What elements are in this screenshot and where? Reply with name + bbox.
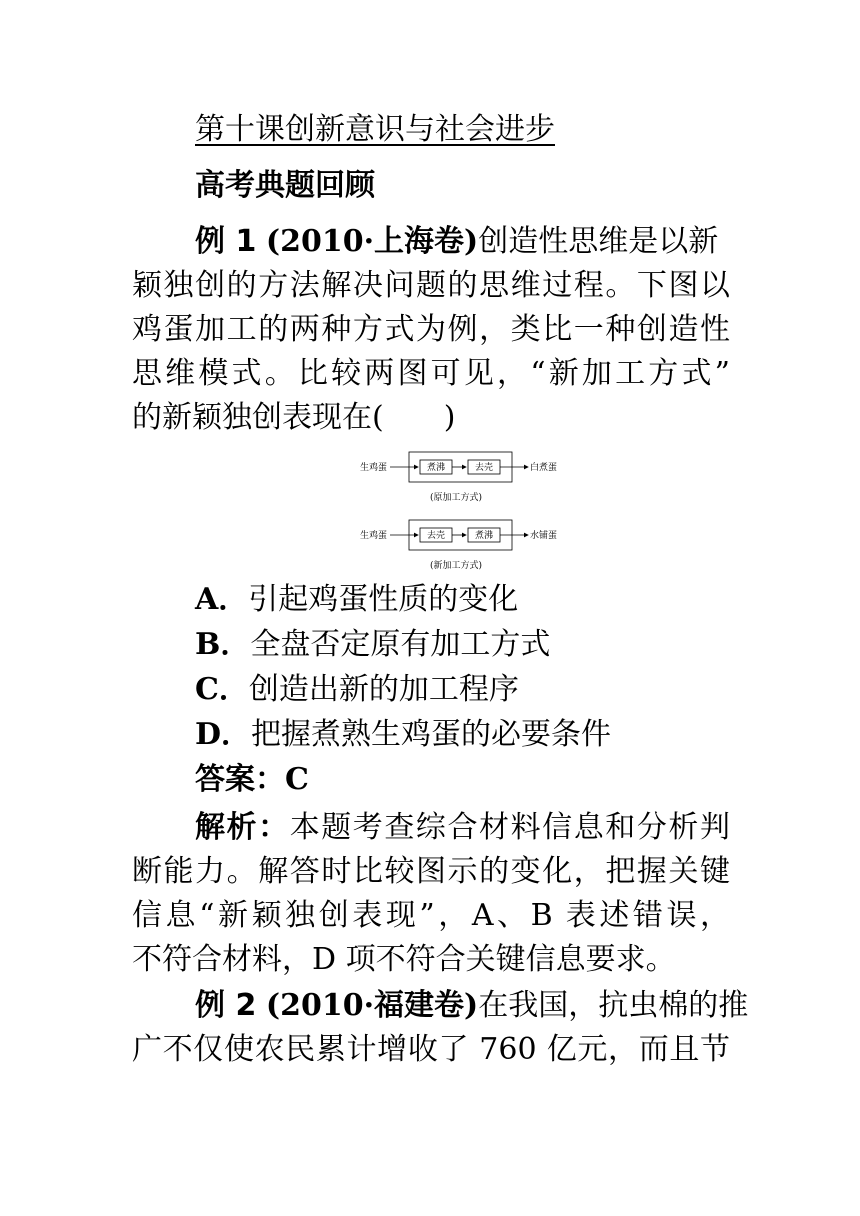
q1-line-1: 颖独创的方法解决问题的思维过程。下图以 (132, 268, 730, 303)
new-output: 水铺蛋 (530, 531, 558, 541)
old-caption: (原加工方式) (430, 493, 483, 503)
new-process-flow (360, 520, 557, 571)
section-heading: 高考典题回顾 (195, 168, 375, 203)
q1-line-0: 创造性思维是以新 (478, 224, 719, 259)
analysis-first-line: 解析：本题考查综合材料信息和分析判 (195, 810, 730, 845)
analysis-label: 解析： (195, 810, 290, 845)
option-a: A．引起鸡蛋性质的变化 (195, 582, 519, 617)
q1-line-2: 鸡蛋加工的两种方式为例，类比一种创造性 (132, 312, 730, 347)
q2-source: (2010·福建卷) (265, 988, 479, 1023)
new-input: 生鸡蛋 (360, 531, 388, 541)
answer-value: C (285, 762, 309, 797)
answer-line (195, 760, 309, 800)
q2-first-line: 例 2 (2010·福建卷)在我国，抗虫棉的推 (195, 988, 749, 1023)
q1-label: 例 1 (195, 224, 257, 259)
q1-line-4: 的新颖独创表现在( ) (132, 400, 456, 435)
new-caption: (新加工方式) (430, 561, 483, 571)
old-step1: 煮沸 (427, 463, 446, 473)
option-d: D．把握煮熟生鸡蛋的必要条件 (195, 717, 612, 752)
old-input: 生鸡蛋 (360, 463, 388, 473)
analysis-line-1: 断能力。解答时比较图示的变化，把握关键 (132, 854, 730, 889)
old-step2: 去壳 (475, 463, 494, 473)
q1-line-3: 思维模式。比较两图可见，“新加工方式” (132, 356, 730, 391)
new-step1: 去壳 (427, 531, 446, 541)
old-output: 白煮蛋 (530, 463, 558, 473)
option-b: B．全盘否定原有加工方式 (195, 627, 551, 662)
new-step2: 煮沸 (475, 531, 494, 541)
q2-line-1: 广不仅使农民累计增收了 760 亿元，而且节 (132, 1032, 730, 1067)
analysis-line-3: 不符合材料，D 项不符合关键信息要求。 (132, 942, 676, 977)
q2-label: 例 2 (195, 988, 257, 1023)
option-c: C．创造出新的加工程序 (195, 672, 519, 707)
analysis-line-2: 信息“新颖独创表现”，A、B 表述错误， (132, 898, 730, 933)
old-process-flow (360, 452, 557, 503)
q1-source: (2010·上海卷) (265, 224, 479, 259)
answer-label: 答案： (195, 762, 285, 797)
egg-process-diagram (360, 446, 570, 574)
q1-first-line (195, 222, 718, 262)
lesson-title: 第十课创新意识与社会进步 (195, 112, 555, 147)
